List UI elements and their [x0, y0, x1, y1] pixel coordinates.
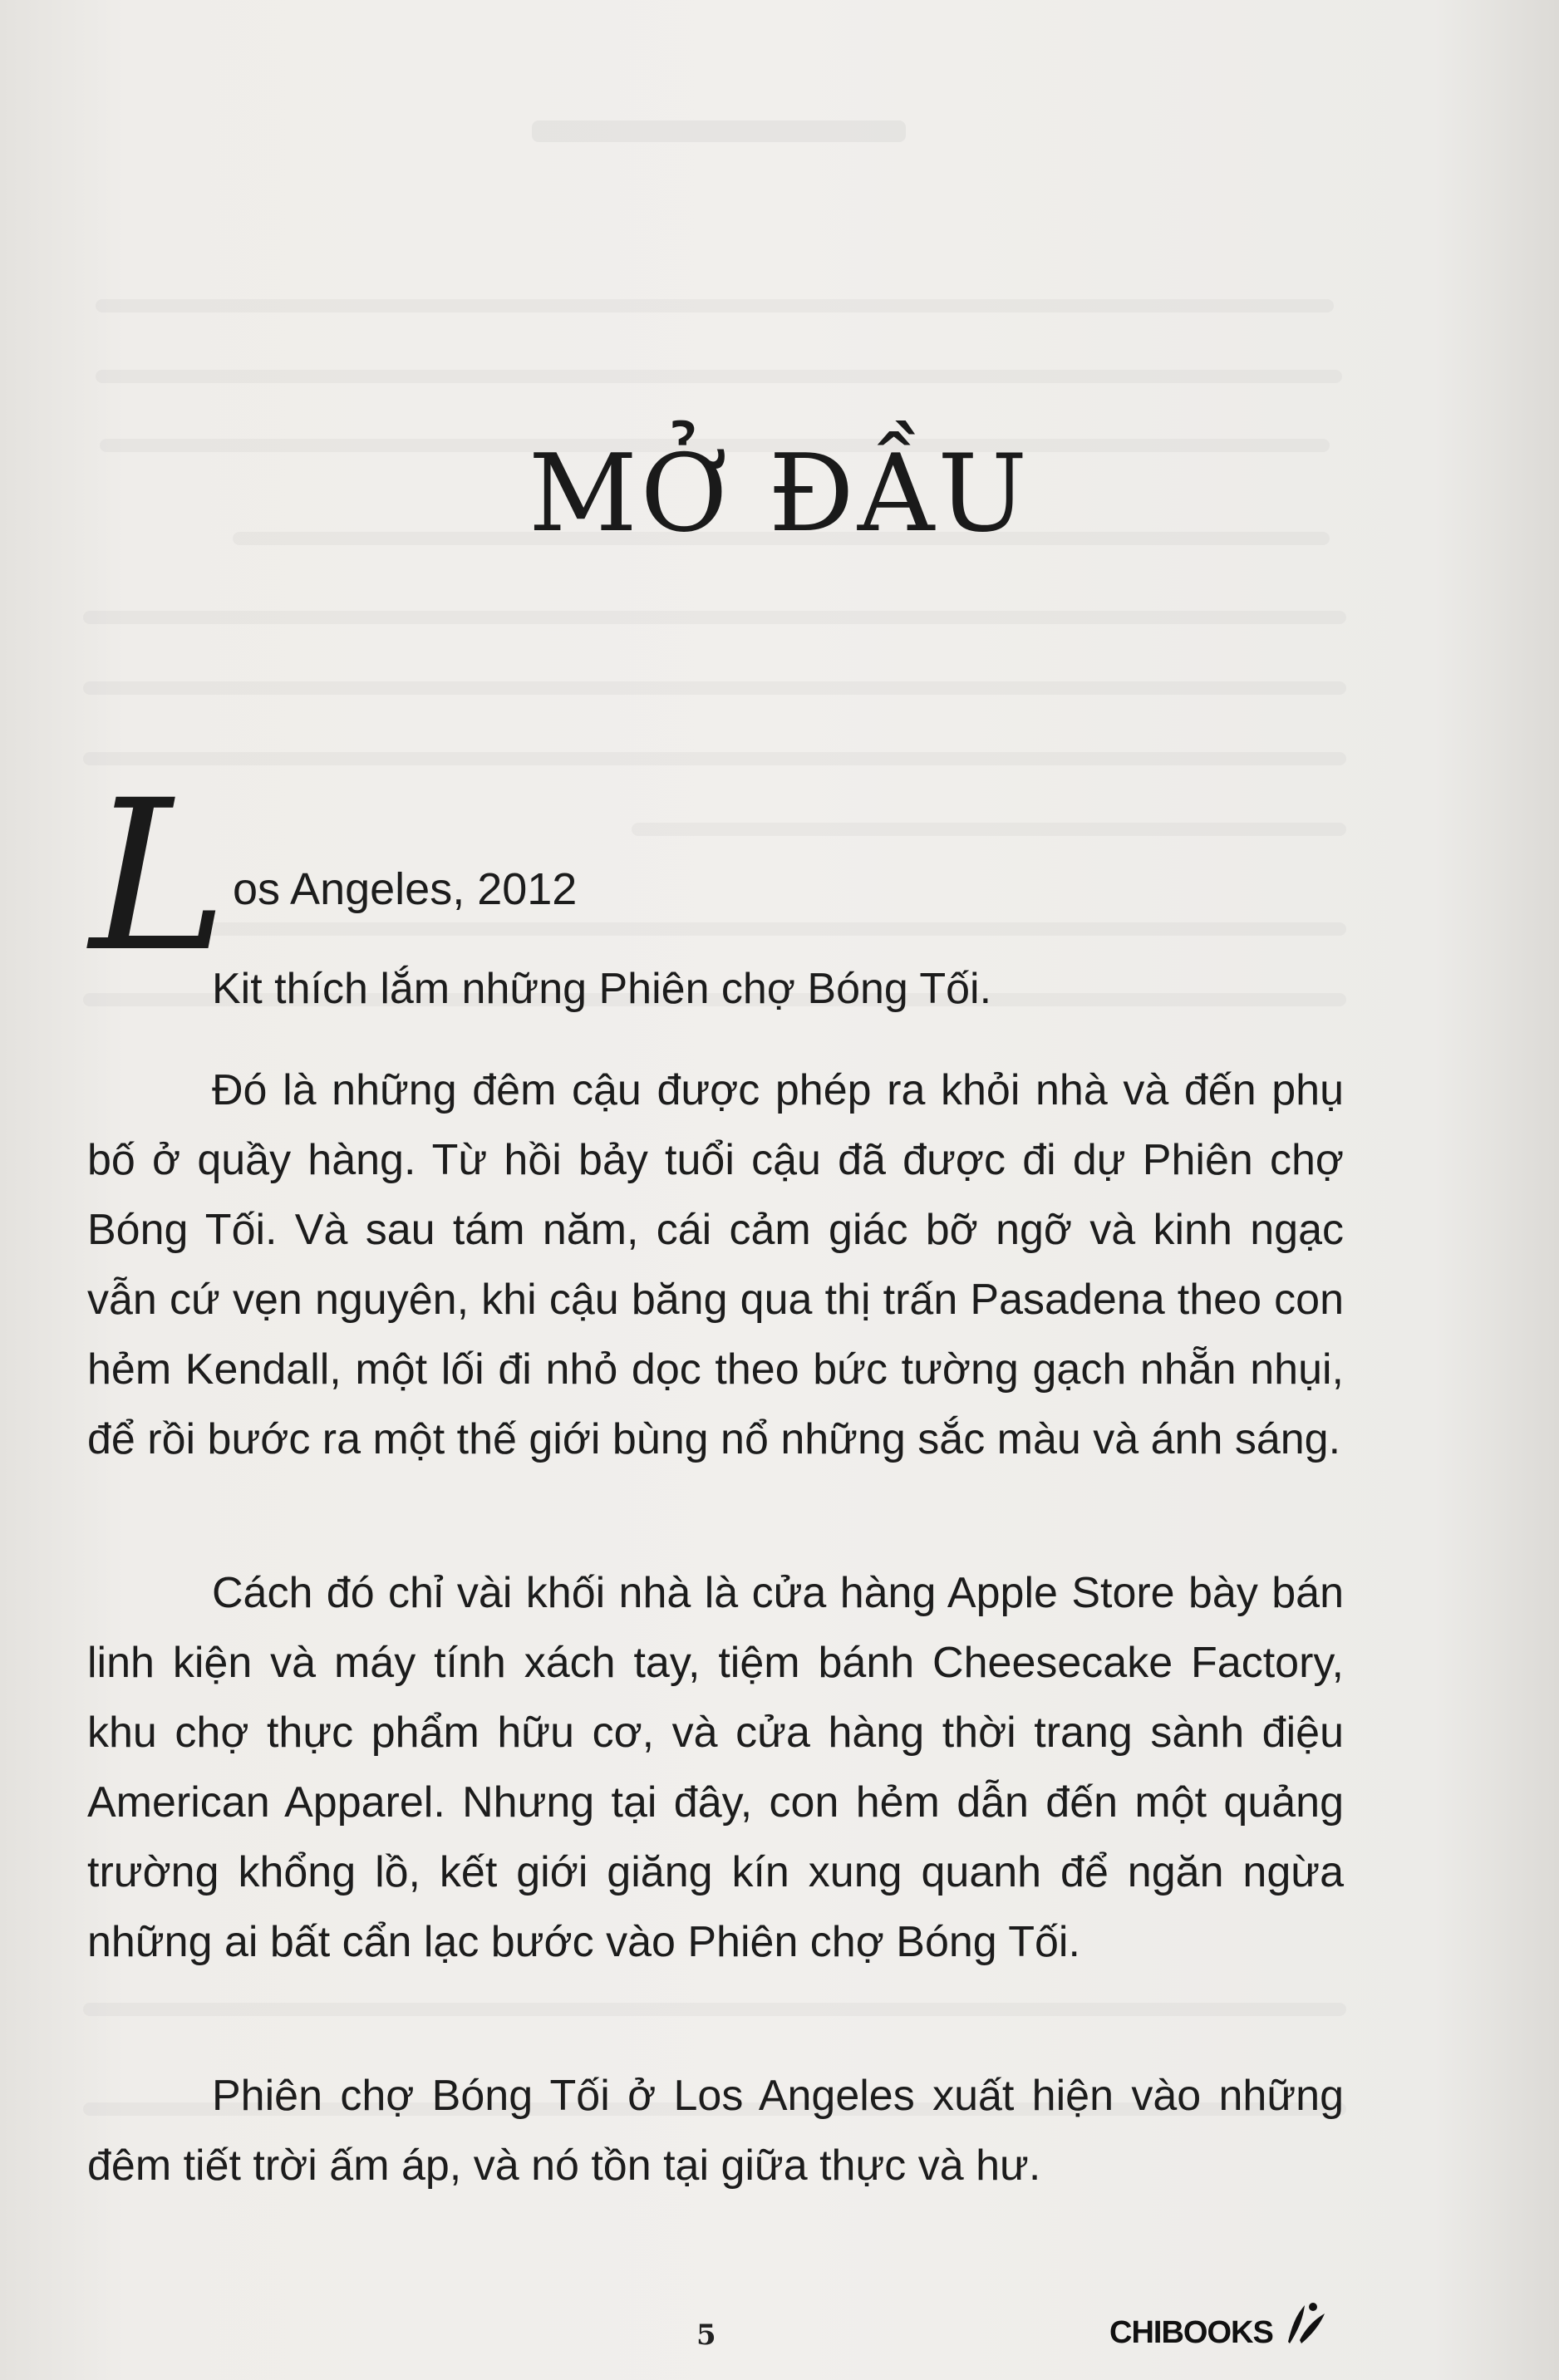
paragraph-1-text: Kit thích lắm những Phiên chợ Bóng Tối. [212, 965, 992, 1013]
leaf-figure-icon [1280, 2299, 1328, 2347]
paragraph-3 [87, 1558, 1344, 1977]
paragraph-3-text: Cách đó chỉ vài khối nhà là cửa hàng Apple Store bày bán linh kiện và máy tính xách tay, tiệm bánh Cheesecake Factory, khu chợ thực phẩm hữu cơ, và cửa hàng thời trang sành điệu American Apparel. Nhưng tại đây, con hẻm dẫn đến một quảng trường khổng lồ, kết giới giăng kín xung quanh để ngăn ngừa những ai bất cẩn lạc bước vào Phiên chợ Bóng Tối. [87, 1569, 1344, 1966]
paragraph-2-text: Đó là những đêm cậu được phép ra khỏi nhà và đến phụ bố ở quầy hàng. Từ hồi bảy tuổi cậu đã được đi dự Phiên chợ Bóng Tối. Và sau tám năm, cái cảm giác bỡ ngỡ và kinh ngạc vẫn cứ vẹn nguyên, khi cậu băng qua thị trấn Pasadena theo con hẻm Kendall, một lối đi nhỏ dọc theo bức tường gạch nhẵn nhụi, để rồi bước ra một thế giới bùng nổ những sắc màu và ánh sáng. [87, 1066, 1344, 1463]
paragraph-1 [87, 954, 1344, 1024]
publisher-logo-text: CHIBOOKS [1109, 2315, 1273, 2350]
dateline: os Angeles, 2012 [233, 864, 578, 914]
drop-cap-letter: L [90, 755, 229, 997]
paragraph-2 [87, 1055, 1344, 1474]
chapter-title: MỞ ĐẦU [528, 432, 1031, 556]
paragraph-4 [87, 2061, 1344, 2201]
paragraph-4-text: Phiên chợ Bóng Tối ở Los Angeles xuất hiện vào những đêm tiết trời ấm áp, và nó tồn tại giữa thực và hư. [87, 2072, 1344, 2190]
page-number: 5 [696, 2319, 716, 2352]
